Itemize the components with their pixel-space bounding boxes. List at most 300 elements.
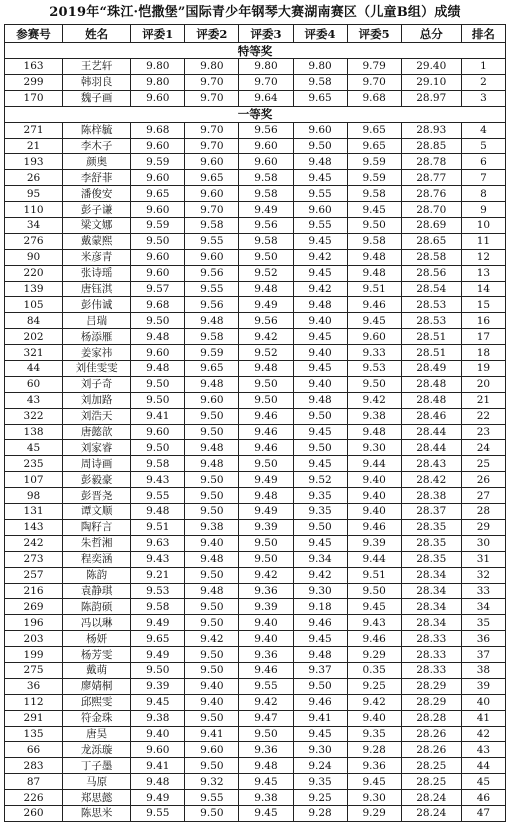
rank-cell: 5 (461, 138, 505, 154)
judge-2-cell: 9.48 (185, 456, 239, 472)
table-row (5, 567, 506, 583)
judge-4-cell: 9.55 (293, 218, 347, 234)
judge-1-cell: 9.48 (131, 361, 185, 377)
judge-2-cell: 9.55 (185, 281, 239, 297)
judge-2-cell: 9.50 (185, 710, 239, 726)
entry-number-cell: 291 (5, 710, 63, 726)
rank-cell: 11 (461, 233, 505, 249)
judge-3-cell: 9.49 (239, 202, 293, 218)
judge-3-cell: 9.52 (239, 345, 293, 361)
judge-1-cell: 9.60 (131, 249, 185, 265)
entry-number-cell: 220 (5, 265, 63, 281)
name-cell: 王艺轩 (63, 59, 131, 75)
name-cell: 彭伟诚 (63, 297, 131, 313)
judge-5-cell: 9.46 (347, 519, 401, 535)
judge-1-cell: 9.60 (131, 265, 185, 281)
judge-4-cell: 9.30 (293, 583, 347, 599)
judge-5-cell: 9.46 (347, 297, 401, 313)
judge-2-cell: 9.60 (185, 154, 239, 170)
rank-cell: 22 (461, 408, 505, 424)
table-row (5, 249, 506, 265)
table-row (5, 742, 506, 758)
rank-cell: 17 (461, 329, 505, 345)
judge-1-cell: 9.43 (131, 551, 185, 567)
entry-number-cell: 170 (5, 90, 63, 106)
judge-5-cell: 9.68 (347, 90, 401, 106)
entry-number-cell: 235 (5, 456, 63, 472)
judge-3-cell: 9.50 (239, 551, 293, 567)
judge-4-cell: 9.80 (293, 59, 347, 75)
judge-3-cell: 9.48 (239, 281, 293, 297)
name-cell: 袁静琪 (63, 583, 131, 599)
judge-5-cell: 9.53 (347, 361, 401, 377)
rank-cell: 26 (461, 472, 505, 488)
table-row (5, 233, 506, 249)
entry-number-cell: 260 (5, 805, 63, 821)
rank-cell: 33 (461, 583, 505, 599)
judge-5-cell: 9.51 (347, 567, 401, 583)
name-cell: 彭毅豪 (63, 472, 131, 488)
entry-number-cell: 273 (5, 551, 63, 567)
judge-3-cell: 9.64 (239, 90, 293, 106)
entry-number-cell: 139 (5, 281, 63, 297)
judge-2-cell: 9.41 (185, 726, 239, 742)
judge-1-cell: 9.60 (131, 138, 185, 154)
judge-1-cell: 9.49 (131, 615, 185, 631)
judge-2-cell: 9.32 (185, 774, 239, 790)
judge-5-cell: 9.30 (347, 790, 401, 806)
judge-2-cell: 9.60 (185, 249, 239, 265)
entry-number-cell: 98 (5, 488, 63, 504)
rank-cell: 35 (461, 615, 505, 631)
judge-1-cell: 9.80 (131, 59, 185, 75)
total-cell: 29.40 (401, 59, 461, 75)
table-row (5, 710, 506, 726)
name-cell: 戴蒙熙 (63, 233, 131, 249)
table-row (5, 313, 506, 329)
table-row (5, 90, 506, 106)
results-sheet (4, 2, 506, 822)
judge-3-cell: 9.36 (239, 742, 293, 758)
total-cell: 28.44 (401, 424, 461, 440)
judge-4-cell: 9.60 (293, 202, 347, 218)
judge-3-cell: 9.36 (239, 583, 293, 599)
judge-2-cell: 9.65 (185, 361, 239, 377)
table-row (5, 170, 506, 186)
rank-cell: 1 (461, 59, 505, 75)
name-cell: 韩羽良 (63, 74, 131, 90)
entry-number-cell: 66 (5, 742, 63, 758)
header-judge-2: 评委2 (185, 25, 239, 43)
table-row (5, 504, 506, 520)
judge-5-cell: 9.58 (347, 233, 401, 249)
judge-1-cell: 9.58 (131, 599, 185, 615)
entry-number-cell: 34 (5, 218, 63, 234)
judge-3-cell: 9.42 (239, 567, 293, 583)
judge-5-cell: 9.42 (347, 392, 401, 408)
table-row (5, 361, 506, 377)
rank-cell: 41 (461, 710, 505, 726)
judge-3-cell: 9.38 (239, 790, 293, 806)
total-cell: 28.26 (401, 742, 461, 758)
rank-cell: 37 (461, 647, 505, 663)
judge-4-cell: 9.35 (293, 774, 347, 790)
entry-number-cell: 163 (5, 59, 63, 75)
table-row (5, 297, 506, 313)
judge-3-cell: 9.56 (239, 218, 293, 234)
table-row (5, 551, 506, 567)
judge-1-cell: 9.59 (131, 218, 185, 234)
judge-4-cell: 9.42 (293, 249, 347, 265)
judge-1-cell: 9.60 (131, 424, 185, 440)
total-cell: 28.35 (401, 551, 461, 567)
total-cell: 28.53 (401, 313, 461, 329)
judge-3-cell: 9.56 (239, 122, 293, 138)
judge-5-cell: 9.28 (347, 742, 401, 758)
judge-5-cell: 9.46 (347, 631, 401, 647)
judge-2-cell: 9.58 (185, 329, 239, 345)
header-judge-4: 评委4 (293, 25, 347, 43)
judge-4-cell: 9.34 (293, 551, 347, 567)
entry-number-cell: 43 (5, 392, 63, 408)
judge-4-cell: 9.50 (293, 138, 347, 154)
judge-3-cell: 9.49 (239, 297, 293, 313)
header-entry-number: 参赛号 (5, 25, 63, 43)
rank-cell: 28 (461, 504, 505, 520)
entry-number-cell: 202 (5, 329, 63, 345)
judge-4-cell: 9.50 (293, 440, 347, 456)
judge-1-cell: 9.65 (131, 186, 185, 202)
table-row (5, 202, 506, 218)
table-row (5, 790, 506, 806)
name-cell: 程奕涵 (63, 551, 131, 567)
judge-1-cell: 9.48 (131, 329, 185, 345)
judge-5-cell: 9.38 (347, 408, 401, 424)
judge-4-cell: 9.25 (293, 790, 347, 806)
judge-3-cell: 9.46 (239, 424, 293, 440)
table-row (5, 662, 506, 678)
judge-3-cell: 9.46 (239, 662, 293, 678)
judge-2-cell: 9.70 (185, 202, 239, 218)
judge-3-cell: 9.46 (239, 408, 293, 424)
judge-3-cell: 9.39 (239, 519, 293, 535)
judge-4-cell: 9.35 (293, 488, 347, 504)
judge-5-cell: 9.40 (347, 710, 401, 726)
name-cell: 周诗画 (63, 456, 131, 472)
total-cell: 28.69 (401, 218, 461, 234)
judge-3-cell: 9.48 (239, 758, 293, 774)
total-cell: 28.54 (401, 281, 461, 297)
name-cell: 梁文娜 (63, 218, 131, 234)
total-cell: 28.46 (401, 408, 461, 424)
judge-2-cell: 9.50 (185, 647, 239, 663)
total-cell: 28.76 (401, 186, 461, 202)
judge-3-cell: 9.60 (239, 154, 293, 170)
judge-3-cell: 9.42 (239, 329, 293, 345)
name-cell: 刘浩天 (63, 408, 131, 424)
judge-4-cell: 9.37 (293, 662, 347, 678)
name-cell: 刘佳雯雯 (63, 361, 131, 377)
judge-2-cell: 9.50 (185, 424, 239, 440)
name-cell: 龙泺璇 (63, 742, 131, 758)
judge-2-cell: 9.50 (185, 567, 239, 583)
judge-4-cell: 9.35 (293, 504, 347, 520)
judge-1-cell: 9.60 (131, 742, 185, 758)
name-cell: 唐懿歆 (63, 424, 131, 440)
table-row (5, 774, 506, 790)
judge-4-cell: 9.55 (293, 186, 347, 202)
name-cell: 张诗瑶 (63, 265, 131, 281)
judge-1-cell: 9.50 (131, 440, 185, 456)
judge-5-cell: 9.65 (347, 138, 401, 154)
judge-2-cell: 9.40 (185, 678, 239, 694)
name-cell: 邱熙雯 (63, 694, 131, 710)
judge-2-cell: 9.40 (185, 694, 239, 710)
entry-number-cell: 299 (5, 74, 63, 90)
total-cell: 28.35 (401, 535, 461, 551)
total-cell: 28.29 (401, 694, 461, 710)
judge-2-cell: 9.50 (185, 504, 239, 520)
header-row (5, 25, 506, 43)
rank-cell: 31 (461, 551, 505, 567)
table-row (5, 758, 506, 774)
judge-3-cell: 9.36 (239, 647, 293, 663)
judge-5-cell: 9.50 (347, 218, 401, 234)
name-cell: 朱哲湘 (63, 535, 131, 551)
judge-5-cell: 9.40 (347, 504, 401, 520)
judge-2-cell: 9.60 (185, 186, 239, 202)
judge-1-cell: 9.60 (131, 345, 185, 361)
table-row (5, 535, 506, 551)
name-cell: 陈韵 (63, 567, 131, 583)
total-cell: 28.37 (401, 504, 461, 520)
rank-cell: 46 (461, 790, 505, 806)
table-row (5, 631, 506, 647)
entry-number-cell: 60 (5, 376, 63, 392)
judge-4-cell: 9.48 (293, 297, 347, 313)
judge-5-cell: 9.45 (347, 599, 401, 615)
judge-5-cell: 9.33 (347, 345, 401, 361)
header-judge-1: 评委1 (131, 25, 185, 43)
judge-1-cell: 9.50 (131, 376, 185, 392)
table-row (5, 408, 506, 424)
judge-1-cell: 9.48 (131, 774, 185, 790)
entry-number-cell: 196 (5, 615, 63, 631)
name-cell: 丁子墨 (63, 758, 131, 774)
total-cell: 28.33 (401, 662, 461, 678)
section-header-row (5, 106, 506, 122)
judge-5-cell: 9.29 (347, 647, 401, 663)
judge-1-cell: 9.57 (131, 281, 185, 297)
table-row (5, 805, 506, 821)
rank-cell: 39 (461, 678, 505, 694)
judge-2-cell: 9.48 (185, 440, 239, 456)
judge-3-cell: 9.50 (239, 249, 293, 265)
rank-cell: 14 (461, 281, 505, 297)
rank-cell: 2 (461, 74, 505, 90)
header-total: 总分 (401, 25, 461, 43)
judge-5-cell: 9.36 (347, 758, 401, 774)
table-row (5, 599, 506, 615)
judge-2-cell: 9.50 (185, 805, 239, 821)
judge-5-cell: 9.40 (347, 488, 401, 504)
judge-4-cell: 9.50 (293, 678, 347, 694)
entry-number-cell: 269 (5, 599, 63, 615)
entry-number-cell: 193 (5, 154, 63, 170)
name-cell: 郑思懿 (63, 790, 131, 806)
judge-2-cell: 9.50 (185, 662, 239, 678)
entry-number-cell: 271 (5, 122, 63, 138)
table-row (5, 440, 506, 456)
judge-2-cell: 9.55 (185, 790, 239, 806)
judge-3-cell: 9.50 (239, 456, 293, 472)
header-judge-5: 评委5 (347, 25, 401, 43)
judge-2-cell: 9.60 (185, 742, 239, 758)
table-row (5, 218, 506, 234)
name-cell: 彭晋尧 (63, 488, 131, 504)
section-label: 特等奖 (5, 43, 506, 59)
entry-number-cell: 275 (5, 662, 63, 678)
judge-3-cell: 9.39 (239, 599, 293, 615)
judge-2-cell: 9.70 (185, 122, 239, 138)
judge-4-cell: 9.28 (293, 805, 347, 821)
judge-5-cell: 9.45 (347, 774, 401, 790)
judge-3-cell: 9.49 (239, 504, 293, 520)
total-cell: 28.53 (401, 297, 461, 313)
total-cell: 28.70 (401, 202, 461, 218)
name-cell: 唐昊 (63, 726, 131, 742)
entry-number-cell: 322 (5, 408, 63, 424)
rank-cell: 24 (461, 440, 505, 456)
judge-3-cell: 9.40 (239, 631, 293, 647)
total-cell: 28.56 (401, 265, 461, 281)
rank-cell: 23 (461, 424, 505, 440)
judge-1-cell: 9.60 (131, 90, 185, 106)
entry-number-cell: 107 (5, 472, 63, 488)
judge-4-cell: 9.40 (293, 376, 347, 392)
rank-cell: 30 (461, 535, 505, 551)
name-cell: 符金珠 (63, 710, 131, 726)
name-cell: 刘家睿 (63, 440, 131, 456)
rank-cell: 13 (461, 265, 505, 281)
judge-5-cell: 9.43 (347, 615, 401, 631)
judge-4-cell: 9.45 (293, 535, 347, 551)
name-cell: 颜奥 (63, 154, 131, 170)
judge-3-cell: 9.42 (239, 694, 293, 710)
table-row (5, 74, 506, 90)
total-cell: 28.25 (401, 774, 461, 790)
table-row (5, 726, 506, 742)
judge-1-cell: 9.43 (131, 472, 185, 488)
judge-5-cell: 9.59 (347, 170, 401, 186)
judge-5-cell: 0.35 (347, 662, 401, 678)
judge-1-cell: 9.53 (131, 583, 185, 599)
judge-2-cell: 9.38 (185, 519, 239, 535)
judge-5-cell: 9.59 (347, 154, 401, 170)
judge-1-cell: 9.45 (131, 694, 185, 710)
judge-1-cell: 9.50 (131, 313, 185, 329)
entry-number-cell: 216 (5, 583, 63, 599)
table-row (5, 265, 506, 281)
judge-4-cell: 9.48 (293, 392, 347, 408)
entry-number-cell: 143 (5, 519, 63, 535)
name-cell: 吕瑞 (63, 313, 131, 329)
judge-4-cell: 9.58 (293, 74, 347, 90)
section-label: 一等奖 (5, 106, 506, 122)
name-cell: 刘加路 (63, 392, 131, 408)
judge-4-cell: 9.45 (293, 631, 347, 647)
total-cell: 28.48 (401, 376, 461, 392)
judge-5-cell: 9.39 (347, 535, 401, 551)
header-rank: 排名 (461, 25, 505, 43)
entry-number-cell: 90 (5, 249, 63, 265)
judge-1-cell: 9.40 (131, 726, 185, 742)
table-row (5, 647, 506, 663)
judge-1-cell: 9.80 (131, 74, 185, 90)
judge-5-cell: 9.48 (347, 424, 401, 440)
judge-5-cell: 9.44 (347, 456, 401, 472)
table-row (5, 615, 506, 631)
table-row (5, 122, 506, 138)
results-body (5, 43, 506, 822)
total-cell: 28.24 (401, 790, 461, 806)
judge-5-cell: 9.44 (347, 551, 401, 567)
table-row (5, 345, 506, 361)
total-cell: 28.48 (401, 392, 461, 408)
judge-1-cell: 9.55 (131, 805, 185, 821)
judge-1-cell: 9.49 (131, 647, 185, 663)
judge-2-cell: 9.50 (185, 488, 239, 504)
entry-number-cell: 226 (5, 790, 63, 806)
entry-number-cell: 44 (5, 361, 63, 377)
judge-1-cell: 9.39 (131, 678, 185, 694)
entry-number-cell: 84 (5, 313, 63, 329)
entry-number-cell: 95 (5, 186, 63, 202)
judge-3-cell: 9.55 (239, 678, 293, 694)
name-cell: 陈梓毓 (63, 122, 131, 138)
rank-cell: 19 (461, 361, 505, 377)
judge-2-cell: 9.50 (185, 408, 239, 424)
judge-1-cell: 9.68 (131, 122, 185, 138)
judge-2-cell: 9.48 (185, 583, 239, 599)
judge-3-cell: 9.45 (239, 774, 293, 790)
judge-4-cell: 9.48 (293, 154, 347, 170)
rank-cell: 10 (461, 218, 505, 234)
name-cell: 潘俊安 (63, 186, 131, 202)
entry-number-cell: 276 (5, 233, 63, 249)
entry-number-cell: 26 (5, 170, 63, 186)
total-cell: 28.44 (401, 440, 461, 456)
name-cell: 李舒菲 (63, 170, 131, 186)
name-cell: 李木子 (63, 138, 131, 154)
judge-2-cell: 9.70 (185, 90, 239, 106)
judge-2-cell: 9.48 (185, 551, 239, 567)
judge-1-cell: 9.60 (131, 202, 185, 218)
total-cell: 29.10 (401, 74, 461, 90)
judge-3-cell: 9.46 (239, 440, 293, 456)
judge-2-cell: 9.50 (185, 758, 239, 774)
name-cell: 唐钰淇 (63, 281, 131, 297)
total-cell: 28.25 (401, 758, 461, 774)
entry-number-cell: 110 (5, 202, 63, 218)
judge-4-cell: 9.40 (293, 345, 347, 361)
name-cell: 陈思米 (63, 805, 131, 821)
judge-5-cell: 9.42 (347, 694, 401, 710)
judge-3-cell: 9.50 (239, 535, 293, 551)
judge-1-cell: 9.50 (131, 662, 185, 678)
entry-number-cell: 87 (5, 774, 63, 790)
judge-1-cell: 9.48 (131, 504, 185, 520)
